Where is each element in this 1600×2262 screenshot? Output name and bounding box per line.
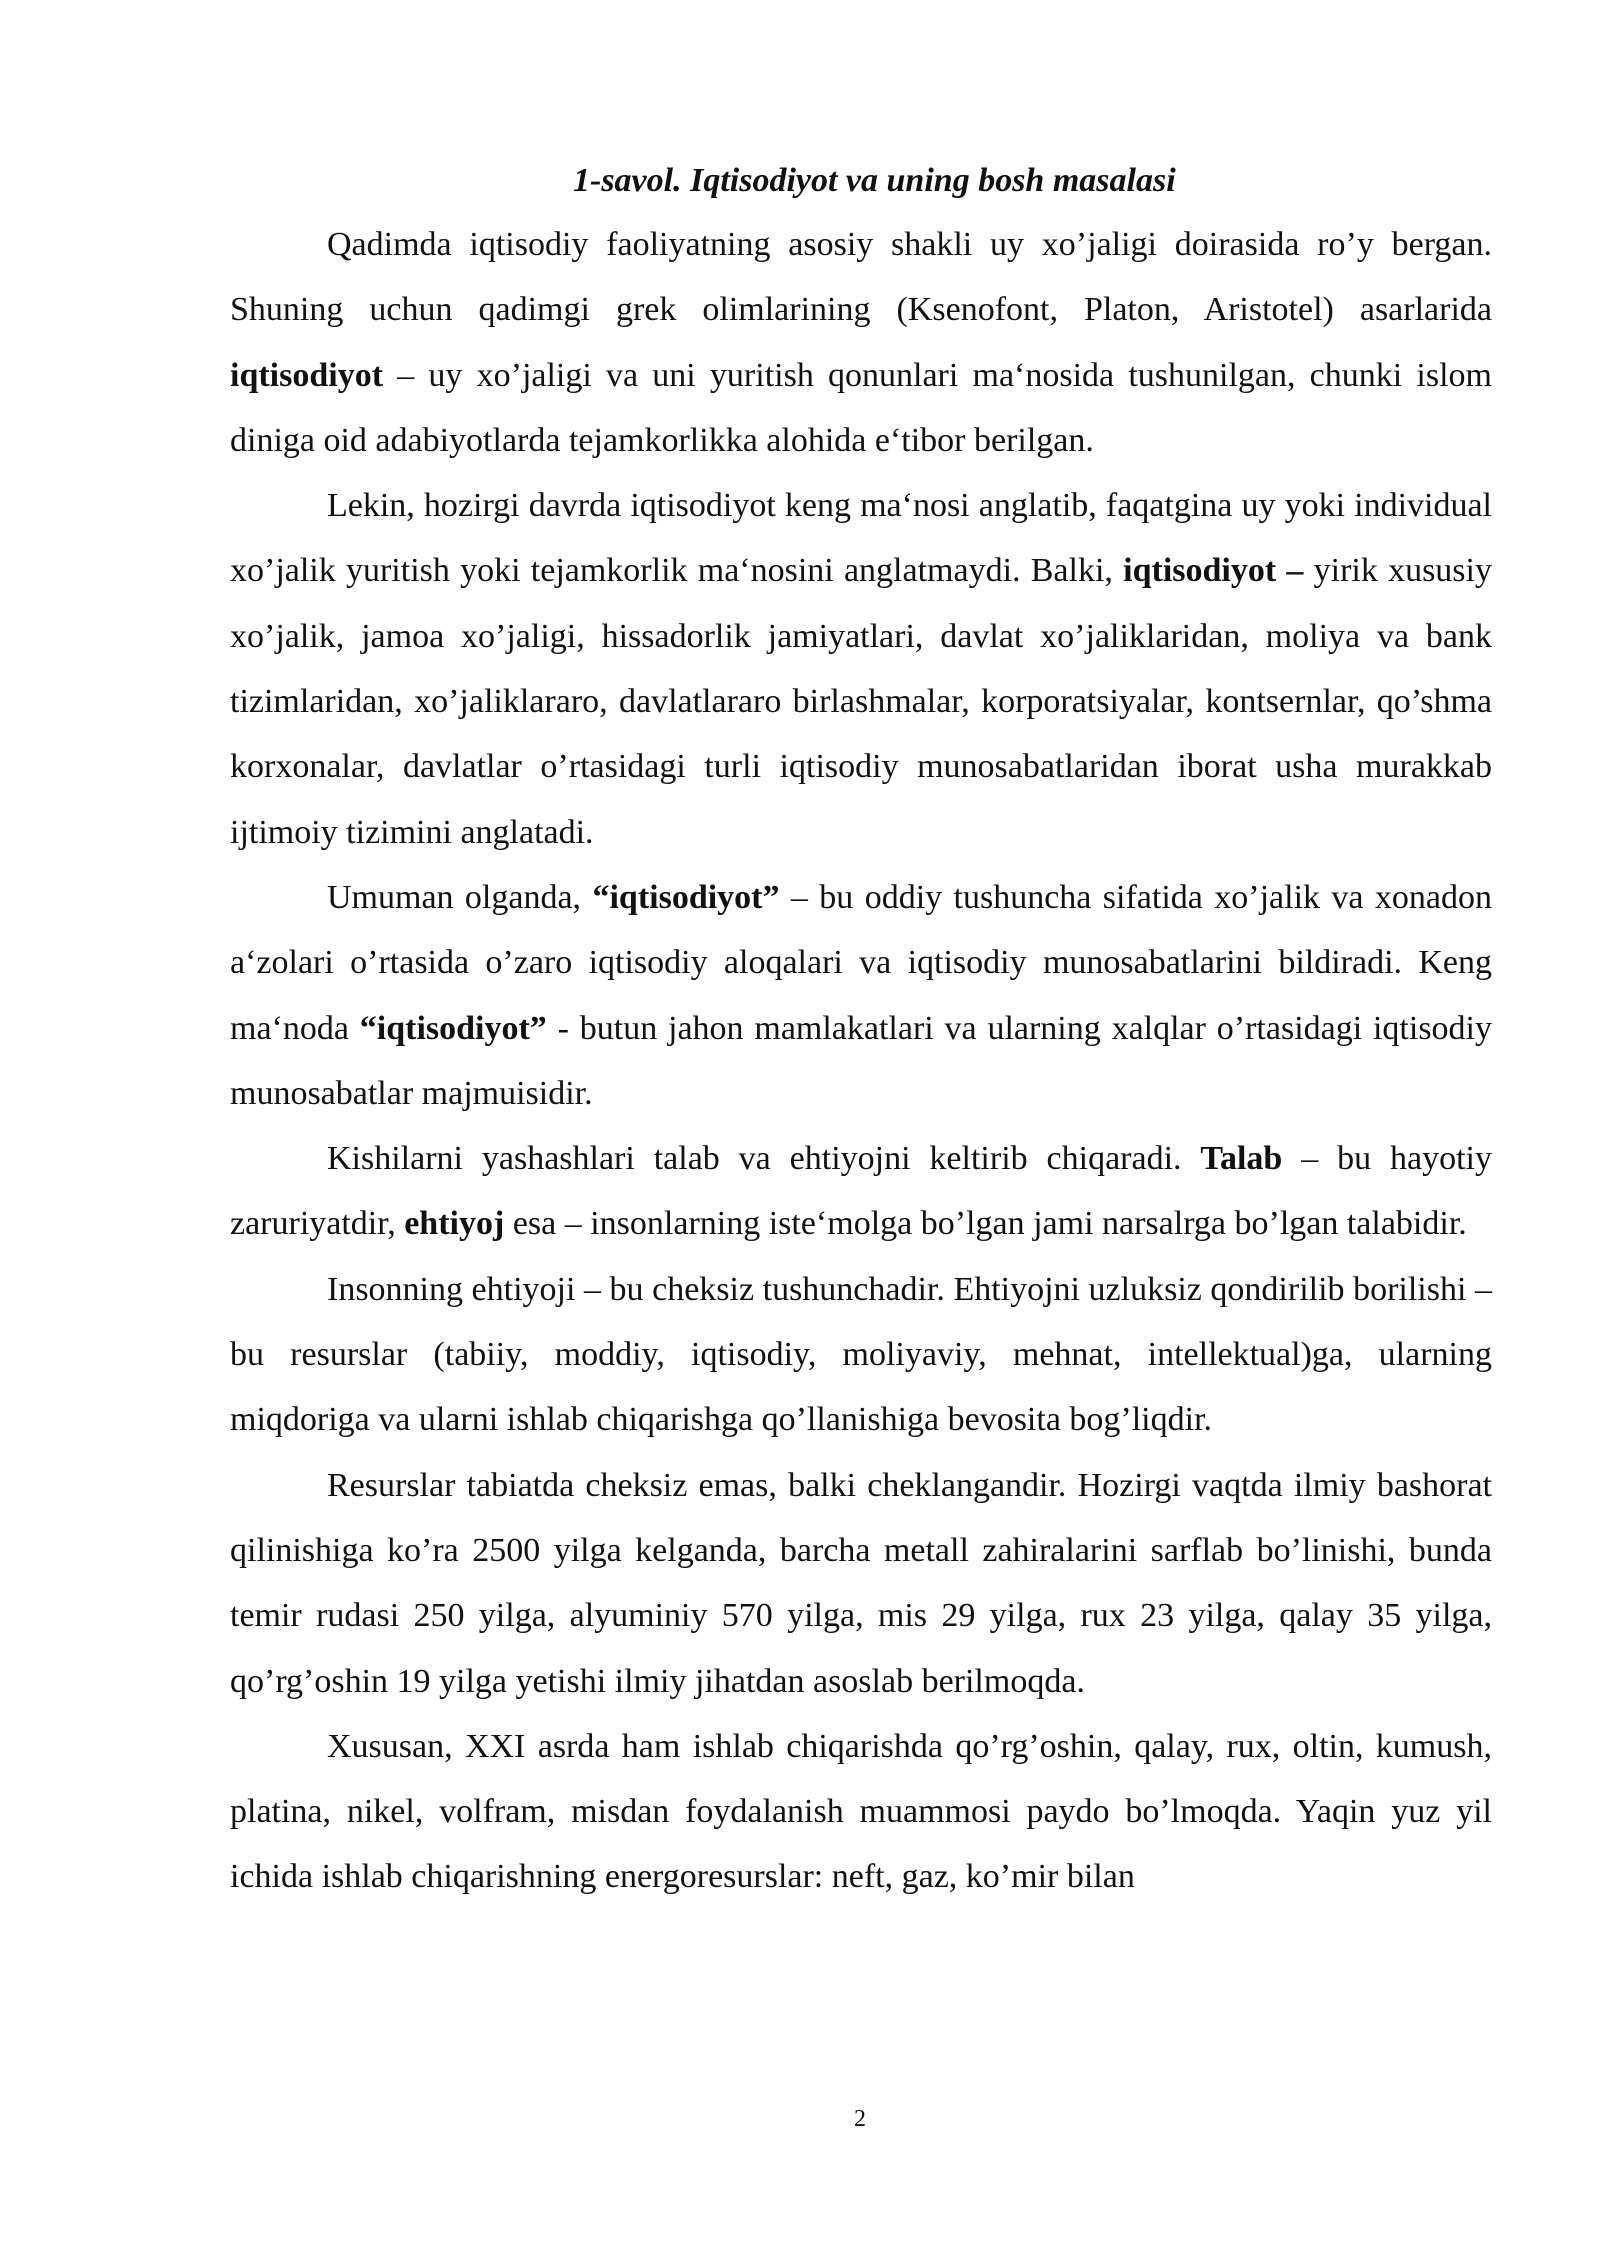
- page-content: [230, 150, 1492, 1910]
- bold-term: “iqtisodiyot”: [359, 1009, 547, 1047]
- section-heading: 1-savol. Iqtisodiyot va uning bosh masalasi: [573, 162, 1176, 199]
- text-run: Umuman olganda,: [327, 878, 593, 916]
- text-run: Qadimda iqtisodiy faoliyatning asosiy shakli uy xo’jaligi doirasida ro’y bergan. Shuning uchun qadimgi grek olimlarining (Ksenofont, Platon, Aristotel) asarlarida: [230, 226, 1492, 329]
- text-run: – bu oddiy tushuncha sifatida xo’jalik va xonadon a‘zolari o’rtasida o’zaro iqtisodiy aloqalari va iqtisodiy munosabatlarini bildiradi. Keng ma‘noda: [230, 878, 1492, 1047]
- bold-term: Talab: [1200, 1140, 1283, 1178]
- text-run: Kishilarni yashashlari talab va ehtiyojni keltirib chiqaradi.: [327, 1140, 1201, 1178]
- body-paragraphs: [230, 212, 1492, 1910]
- body-paragraph: [230, 1257, 1492, 1453]
- body-paragraph: [230, 473, 1492, 865]
- text-run: - butun jahon mamlakatlari va ularning xalqlar o’rtasidagi iqtisodiy munosabatlar majmuisidir.: [230, 1009, 1492, 1112]
- text-run: Insonning ehtiyoji – bu cheksiz tushunchadir. Ehtiyojni uzluksiz qondirilib borilishi – bu resurslar (tabiiy, moddiy, iqtisodiy, moliyaviy, mehnat, intellektual)ga, ularning miqdoriga va ularni ishlab chiqarishga qo’llanishiga bevosita bog’liqdir.: [230, 1270, 1492, 1439]
- bold-term: “iqtisodiyot”: [592, 878, 780, 916]
- bold-term: ehtiyoj: [404, 1205, 505, 1243]
- body-paragraph: [230, 1714, 1492, 1910]
- text-run: yirik xususiy xo’jalik, jamoa xo’jaligi, hissadorlik jamiyatlari, davlat xo’jaliklaridan, moliya va bank tizimlaridan, xo’jaliklararo, davlatlararo birlashmalar, korporatsiyalar, kontsernlar, qo’shma korxonalar, davlatlar o’rtasidagi turli iqtisodiy munosabatlaridan iborat usha murakkab ijtimoiy tizimini anglatadi.: [230, 552, 1492, 851]
- bold-term: iqtisodiyot –: [1123, 552, 1304, 590]
- bold-term: iqtisodiyot: [230, 356, 384, 394]
- page-number: 2: [854, 2106, 866, 2132]
- text-run: esa – insonlarning iste‘molga bo’lgan jami narsalrga bo’lgan talabidir.: [504, 1205, 1467, 1243]
- text-run: Lekin, hozirgi davrda iqtisodiyot keng ma‘nosi anglatib, faqatgina uy yoki individual xo’jalik yuritish yoki tejamkorlik ma‘nosini anglatmaydi. Balki,: [230, 487, 1492, 590]
- body-paragraph: [230, 1126, 1492, 1257]
- body-paragraph: [230, 865, 1492, 1126]
- text-run: – bu hayotiy zaruriyatdir,: [230, 1140, 1492, 1243]
- text-run: – uy xo’jaligi va uni yuritish qonunlari ma‘nosida tushunilgan, chunki islom diniga oid adabiyotlarda tejamkorlikka alohida e‘tibor berilgan.: [230, 356, 1492, 459]
- text-run: Xususan, XXI asrda ham ishlab chiqarishda qo’rg’oshin, qalay, rux, oltin, kumush, platina, nikel, volfram, misdan foydalanish muammosi paydo bo’lmoqda. Yaqin yuz yil ichida ishlab chiqarishning energoresurslar: neft, gaz, ko’mir bilan: [230, 1727, 1492, 1896]
- text-run: Resurslar tabiatda cheksiz emas, balki cheklangandir. Hozirgi vaqtda ilmiy bashorat qilinishiga ko’ra 2500 yilga kelganda, barcha metall zahiralarini sarflab bo’linishi, bunda temir rudasi 250 yilga, alyuminiy 570 yilga, mis 29 yilga, rux 23 yilga, qalay 35 yilga, qo’rg’oshin 19 yilga yetishi ilmiy jihatdan asoslab berilmoqda.: [230, 1466, 1492, 1700]
- body-paragraph: [230, 212, 1492, 473]
- body-paragraph: [230, 1453, 1492, 1714]
